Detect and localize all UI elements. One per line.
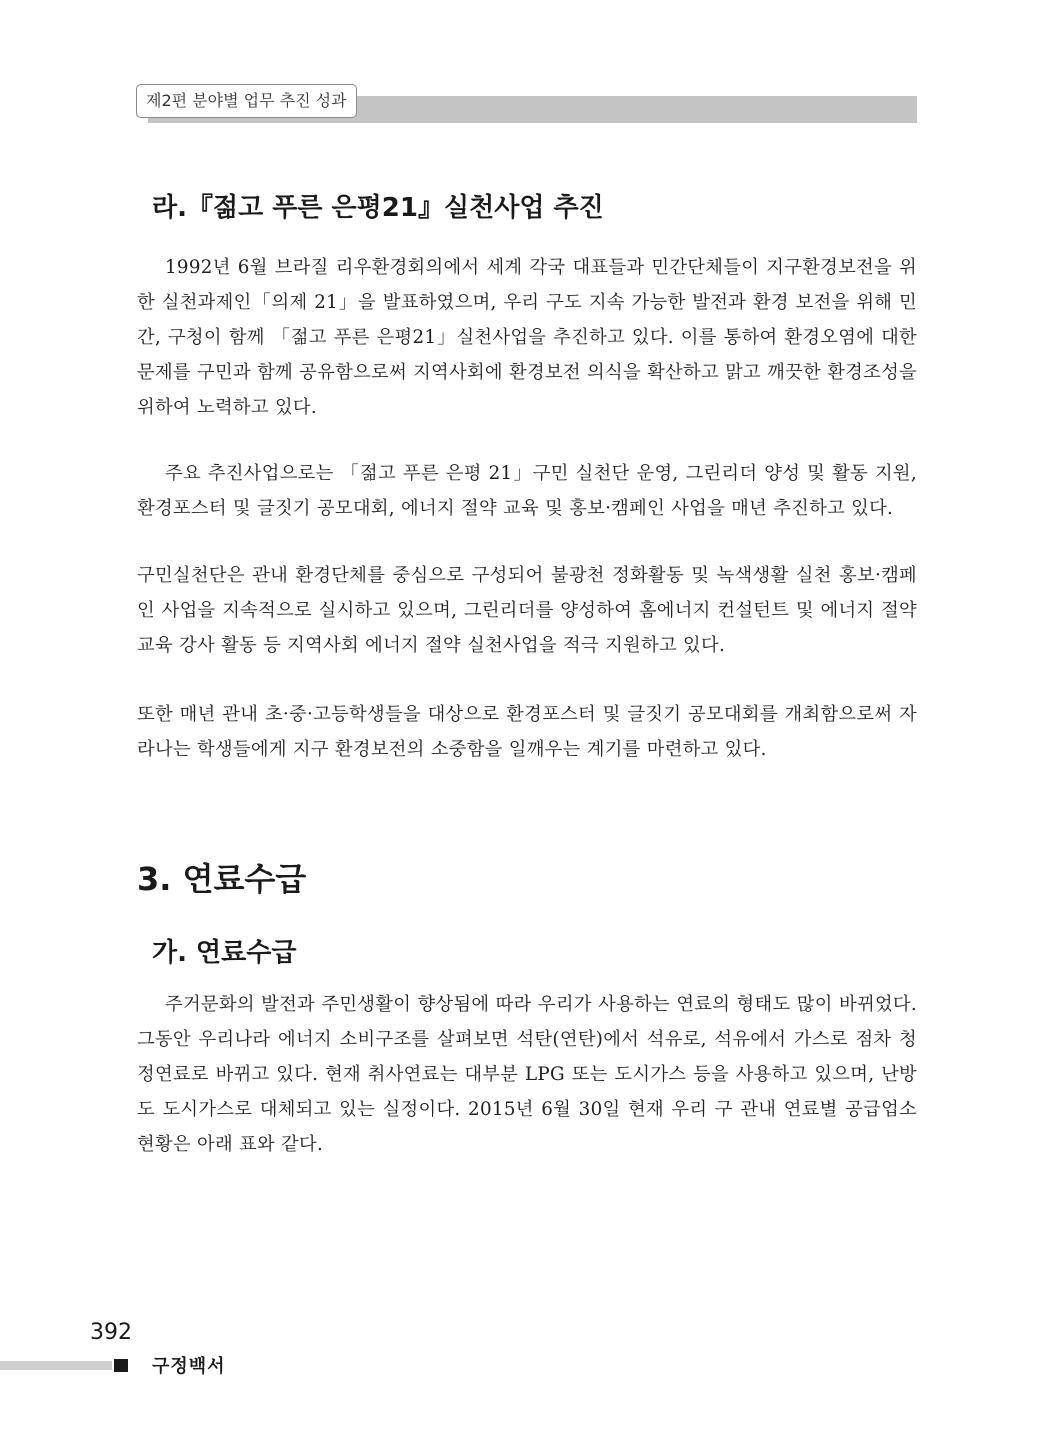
- paragraph-ra-1: 1992년 6월 브라질 리우환경회의에서 세계 각국 대표들과 민간단체들이 지구환경보전을 위한 실천과제인「의제 21」을 발표하였으며, 우리 구도 지속 가능한 발전과 환경 보전을 위해 민간, 구청이 함께 「젊고 푸른 은평21」실천사업을 추진하고 있다. 이를 통하여 환경오염에 대한 문제를 구민과 함께 공유함으로써 지역사회에 환경보전 의식을 확산하고 맑고 깨끗한 환경조성을 위하여 노력하고 있다.: [137, 257, 917, 418]
- subsection-heading-ra: 라.『젊고 푸른 은평21』실천사업 추진: [152, 193, 604, 223]
- subsection-heading-ga: 가. 연료수급: [152, 938, 297, 968]
- paragraph-ga-1: 주거문화의 발전과 주민생활이 향상됨에 따라 우리가 사용하는 연료의 형태도 많이 바뀌었다. 그동안 우리나라 에너지 소비구조를 살펴보면 석탄(연탄)에서 석유로, 석유에서 가스로 점차 청정연료로 바뀌고 있다. 현재 취사연료는 대부분 LPG 또는 도시가스 등을 사용하고 있으며, 난방도 도시가스로 대체되고 있는 실정이다. 2015년 6월 30일 현재 우리 구 관내 연료별 공급업소 현황은 아래 표와 같다.: [137, 994, 917, 1155]
- paragraph-ra-3: 구민실천단은 관내 환경단체를 중심으로 구성되어 불광천 정화활동 및 녹색생활 실천 홍보·캠페인 사업을 지속적으로 실시하고 있으며, 그린리더를 양성하여 홈에너지 컨설턴트 및 에너지 절약 교육 강사 활동 등 지역사회 에너지 절약 실천사업을 적극 지원하고 있다.: [137, 565, 917, 656]
- paragraph-ra-4: 또한 매년 관내 초·중·고등학생들을 대상으로 환경포스터 및 글짓기 공모대회를 개최함으로써 자라나는 학생들에게 지구 환경보전의 소중함을 일깨우는 계기를 마련하고 있다.: [137, 704, 917, 760]
- footer-square-icon: [114, 1359, 128, 1372]
- paragraph-ra-2: 주요 추진사업으로는 「젊고 푸른 은평 21」구민 실천단 운영, 그린리더 양성 및 활동 지원, 환경포스터 및 글짓기 공모대회, 에너지 절약 교육 및 홍보·캠페인 사업을 매년 추진하고 있다.: [137, 463, 917, 519]
- book-title: 구정백서: [152, 1356, 226, 1377]
- page-number: 392: [90, 1320, 132, 1345]
- footer-bar: [0, 1361, 112, 1370]
- section-tab: 제2편 분야별 업무 추진 성과: [136, 84, 357, 118]
- chapter-heading: 3. 연료수급: [137, 860, 307, 898]
